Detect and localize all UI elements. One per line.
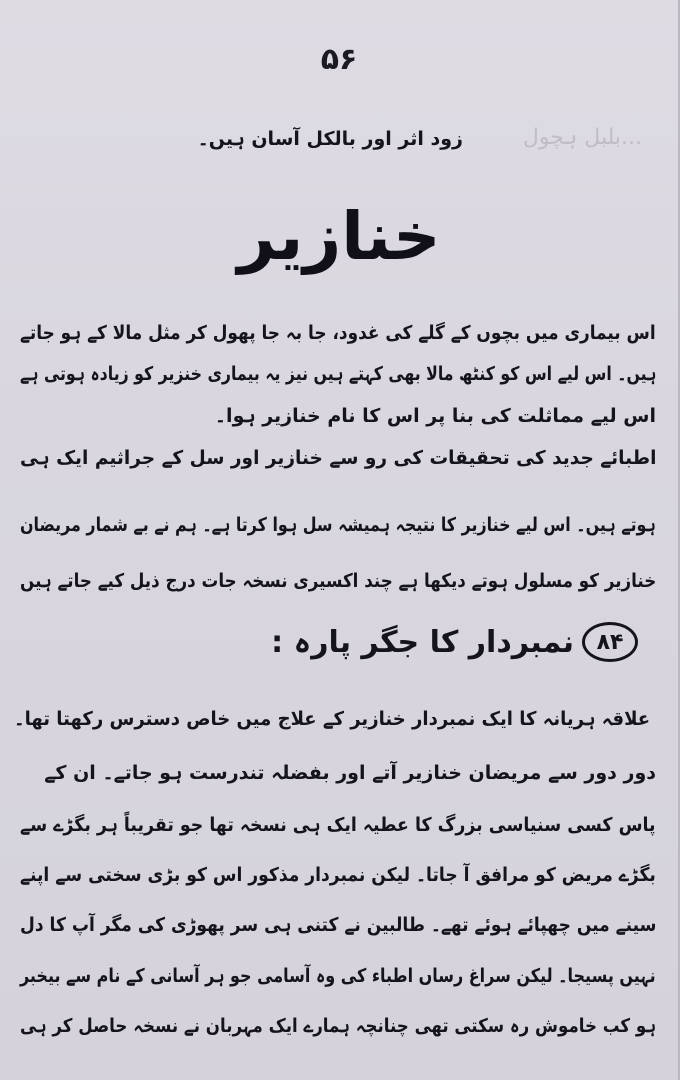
body-line: دور دور سے مریضان خنازیر آتے اور بفضلہ تندرست ہو جاتے۔ ان کے [44,762,656,784]
bleed-through-text: ...بلبل ہچول [522,125,642,150]
body-line: ہوتے ہیں۔ اس لیے خنازیر کا نتیجہ ہمیشہ سل ہوا کرتا ہے۔ ہم نے بے شمار مریضان [20,514,656,536]
body-line: ہیں۔ اس لیے اس کو کنٹھ مالا بھی کہتے ہیں نیز یہ بیماری خنزیر کو زیادہ ہوتی ہے [19,363,656,385]
recipe-title: نمبردار کا جگر پارہ : [271,624,574,660]
body-line: اس بیماری میں بچوں کے گلے کی غدود، جا بہ جا پھول کر مثل مالا کے ہو جاتے [20,322,656,344]
body-line: پاس کسی سنیاسی بزرگ کا عطیہ ایک ہی نسخہ تھا جو تقریباً ہر بگڑے سے [20,814,656,836]
body-line: بگڑے مریض کو مرافق آ جاتا۔ لیکن نمبردار مذکور اس کو بڑی سختی سے اپنے [20,864,656,886]
body-line: ہو کب خاموش رہ سکتی تھی چنانچہ ہمارے ایک مہربان نے نسخہ حاصل کر ہی [19,1015,656,1037]
recipe-heading [271,622,638,662]
body-line: اطبائے جدید کی تحقیقات کی رو سے خنازیر اور سل کے جراثیم ایک ہی [19,447,656,469]
body-line: علاقہ ہریانہ کا ایک نمبردار خنازیر کے علاج میں خاص دسترس رکھتا تھا۔ [13,708,650,730]
intro-line: زود اثر اور بالکل آسان ہیں۔ [197,128,463,150]
body-line: سینے میں چھپائے ہوئے تھے۔ طالبین نے کتنی ہی سر پھوڑی کی مگر آپ کا دل [19,914,656,936]
body-line: خنازیر کو مسلول ہوتے دیکھا ہے چند اکسیری نسخہ جات درج ذیل کیے جاتے ہیں [19,570,656,592]
page-title: خنازیر [237,198,441,275]
body-line: نہیں پسیجا۔ لیکن سراغ رساں اطباء کی وہ آسامی جو ہر آسانی کے نام سے بیخبر [20,965,656,987]
page-number: ۵۶ [320,42,358,77]
body-line: اس لیے مماثلت کی بنا پر اس کا نام خنازیر ہوا۔ [214,405,656,427]
recipe-number-badge: ۸۴ [582,622,638,662]
